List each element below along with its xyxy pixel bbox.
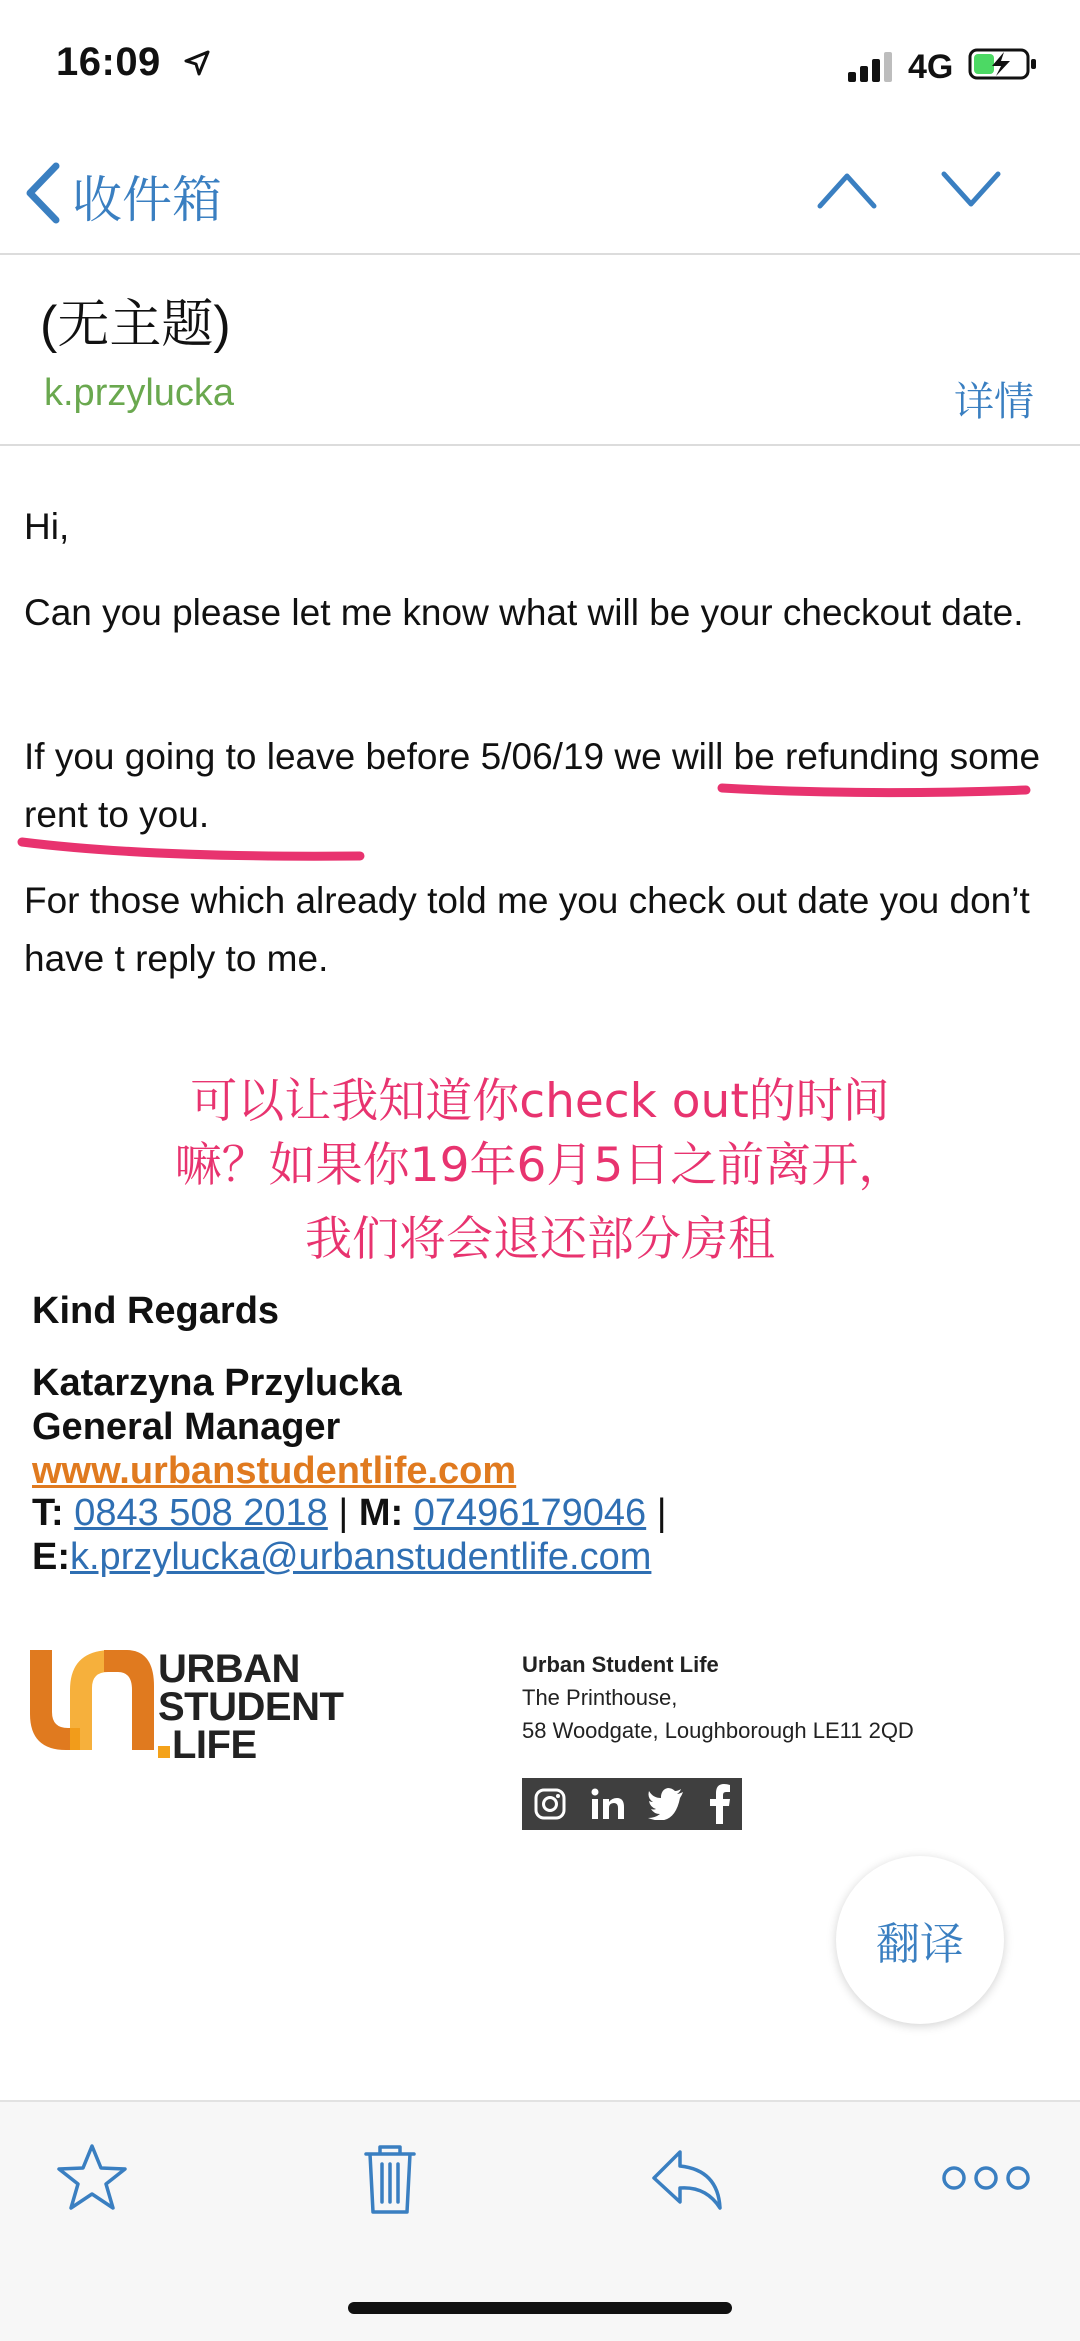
home-indicator[interactable] — [348, 2302, 732, 2314]
body-paragraph-1: Can you please let me know what will be your checkout date. — [24, 592, 1024, 633]
annotation-line-2: 嘛？如果你19年6月5日之前离开， — [174, 1138, 906, 1193]
phone-line — [32, 1492, 667, 1535]
separator: | — [338, 1492, 349, 1534]
more-icon[interactable] — [938, 2160, 1034, 2196]
instagram-icon[interactable] — [533, 1787, 567, 1821]
inbox-back-button[interactable]: 收件箱 — [72, 172, 222, 228]
sender-name[interactable]: k.przylucka — [44, 372, 235, 414]
previous-message-chevron-up-icon[interactable] — [816, 168, 878, 212]
next-message-chevron-down-icon[interactable] — [940, 168, 1002, 212]
body-paragraph-3: For those which already told me you check out date you don’t have t reply to me. — [24, 880, 1030, 979]
urban-student-life-logo-text — [158, 1647, 344, 1767]
logo-word-life-row — [158, 1723, 343, 1767]
mobile-link[interactable]: 07496179046 — [413, 1492, 647, 1534]
network-type: 4G — [908, 48, 954, 86]
facebook-icon[interactable] — [707, 1784, 731, 1824]
company-address-line-2: 58 Woodgate, Loughborough LE11 2QD — [522, 1718, 914, 1743]
annotation-line-1: 可以让我知道你check out的时间 — [190, 1074, 890, 1129]
logo-dot — [158, 1746, 170, 1758]
phone-label: T: — [32, 1492, 64, 1534]
trash-icon[interactable] — [352, 2140, 428, 2216]
greeting-text: Hi, — [24, 506, 70, 547]
email-line — [32, 1536, 651, 1579]
email-subject: (无主题) — [40, 296, 231, 354]
logo-word-life: LIFE — [172, 1723, 257, 1767]
reply-icon[interactable] — [648, 2140, 724, 2216]
phone-link[interactable]: 0843 508 2018 — [74, 1492, 328, 1534]
highlight-underline-marks — [0, 760, 1080, 870]
closing-text: Kind Regards — [32, 1290, 280, 1332]
details-button[interactable]: 详情 — [954, 380, 1034, 424]
battery-charging-icon — [968, 48, 1038, 80]
signal-icon — [848, 52, 896, 82]
translate-button[interactable]: 翻译 — [836, 1856, 1004, 2024]
signer-title: General Manager — [32, 1406, 341, 1448]
logo-word-student: STUDENT — [158, 1685, 344, 1729]
social-links-bar — [522, 1778, 742, 1830]
email-label: E: — [32, 1536, 70, 1578]
signer-name: Katarzyna Przylucka — [32, 1362, 402, 1404]
website-link[interactable]: www.urbanstudentlife.com — [32, 1450, 517, 1492]
company-address-line-1: The Printhouse, — [522, 1685, 678, 1710]
annotation-line-3: 我们将会退还部分房租 — [305, 1212, 775, 1267]
body-paragraph-2: If you going to leave before 5/06/19 we will be refunding some rent to you. — [24, 736, 1041, 835]
back-chevron-icon[interactable] — [22, 162, 62, 224]
company-name: Urban Student Life — [522, 1652, 719, 1677]
status-time: 16:09 — [56, 40, 161, 84]
linkedin-icon[interactable] — [590, 1787, 626, 1821]
location-arrow-icon — [182, 48, 212, 78]
logo-word-urban: URBAN — [158, 1647, 300, 1691]
urban-student-life-logo-mark — [30, 1650, 154, 1750]
nav-divider — [0, 253, 1080, 255]
star-icon[interactable] — [54, 2140, 130, 2216]
email-link[interactable]: k.przylucka@urbanstudentlife.com — [70, 1536, 652, 1578]
header-divider — [0, 444, 1080, 446]
mobile-label: M: — [358, 1492, 404, 1534]
twitter-icon[interactable] — [648, 1788, 684, 1820]
separator: | — [656, 1492, 667, 1534]
